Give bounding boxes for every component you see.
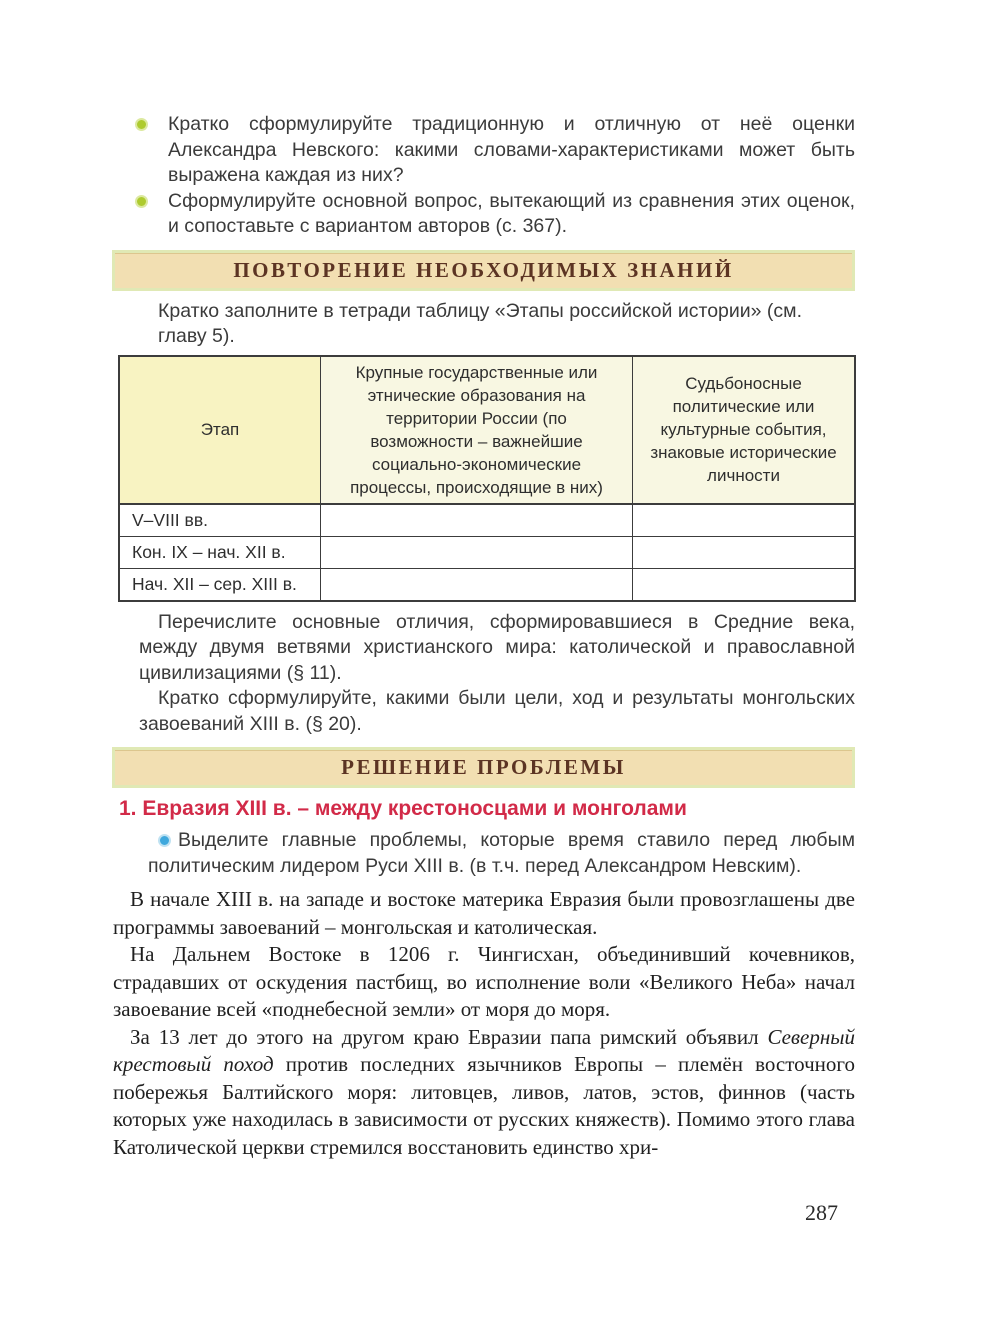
section-bar-repetition bbox=[112, 250, 855, 291]
section-title: ПОВТОРЕНИЕ НЕОБХОДИМЫХ ЗНАНИЙ bbox=[233, 257, 734, 282]
repetition-task-paragraphs bbox=[113, 610, 855, 738]
problem-heading: 1. Евразия XIII в. – между крестоносцами и монголами bbox=[119, 797, 687, 820]
task-item bbox=[113, 189, 855, 240]
blue-bullet-icon bbox=[158, 834, 171, 847]
top-task-list bbox=[113, 112, 855, 240]
task-text: Выделите главные проблемы, которые время ставило перед любым политическим лидером Руси XIII в. (в т.ч. перед Александром Невским). bbox=[148, 829, 855, 877]
row-label: V–VIII вв. bbox=[119, 504, 321, 537]
main-body-text bbox=[113, 886, 855, 1161]
task-text: Кратко сформулируйте традиционную и отличную от неё оценки Александра Невского: какими словами-характеристиками может быть выражена каждая из них? bbox=[168, 113, 855, 186]
table-header-formations: Крупные государственные или этнические образования на территории России (по возможности – важнейшие социально-экономические процессы, происходящие в них) bbox=[321, 356, 633, 504]
table-empty-cell bbox=[321, 536, 633, 568]
page-number: 287 bbox=[805, 1200, 838, 1225]
table-row bbox=[119, 568, 855, 601]
row-label: Нач. XII – сер. XIII в. bbox=[119, 568, 321, 601]
table-header-row bbox=[119, 356, 855, 504]
table-empty-cell bbox=[633, 536, 856, 568]
table-header-events: Судьбоносные политические или культурные события, знаковые исторические личности bbox=[633, 356, 856, 504]
table-head bbox=[119, 356, 855, 504]
table-intro-text: Кратко заполните в тетради таблицу «Этапы российской истории» (см. главу 5). bbox=[158, 299, 802, 347]
table-row bbox=[119, 536, 855, 568]
task-item bbox=[113, 112, 855, 189]
section-title: РЕШЕНИЕ ПРОБЛЕМЫ bbox=[341, 755, 626, 779]
table-empty-cell bbox=[321, 504, 633, 537]
solution-task-item bbox=[148, 828, 855, 879]
body-text-run: За 13 лет до этого на другом краю Евразии папа римский объявил bbox=[130, 1024, 768, 1049]
body-paragraph bbox=[113, 1024, 855, 1162]
table-body bbox=[119, 504, 855, 601]
body-text-run: против последних язычников Европы – племён восточного побережья Балтийского моря: литовцев, ливов, латов, эстов, финнов (часть которых уже находилась в зависимости от русских княжеств). Помимо этого глава Католической церкви стремился восстановить единство хри- bbox=[113, 1052, 855, 1159]
task-text: Сформулируйте основной вопрос, вытекающий из сравнения этих оценок, и сопоставьте с вариантом авторов (с. 367). bbox=[168, 189, 855, 237]
task-paragraph: Перечислите основные отличия, сформировавшиеся в Средние века, между двумя ветвями христианского мира: католической и православной цивилизациями (§ 11). bbox=[139, 610, 855, 684]
green-bullet-icon bbox=[135, 195, 148, 208]
table-empty-cell bbox=[633, 504, 856, 537]
page-content bbox=[113, 0, 855, 1161]
history-stages-table bbox=[118, 355, 856, 602]
table-row bbox=[119, 504, 855, 537]
table-header-stage: Этап bbox=[119, 356, 321, 504]
table-empty-cell bbox=[633, 568, 856, 601]
body-paragraph: В начале XIII в. на западе и востоке материка Евразия были провозглашены две программы завоеваний – монгольская и католическая. bbox=[113, 887, 855, 939]
body-paragraph: На Дальнем Востоке в 1206 г. Чингисхан, объединивший кочевников, страдавших от оскудения пастбищ, во исполнение воли «Великого Неба» начал завоевание всей «поднебесной земли» от моря до моря. bbox=[113, 942, 855, 1021]
section-bar-solution bbox=[112, 747, 855, 788]
table-empty-cell bbox=[321, 568, 633, 601]
italic-term: Северный крестовый поход bbox=[113, 1024, 855, 1076]
green-bullet-icon bbox=[135, 118, 148, 131]
row-label: Кон. IX – нач. XII в. bbox=[119, 536, 321, 568]
task-paragraph: Кратко сформулируйте, какими были цели, ход и результаты монгольских завоеваний XIII в. (§ 20). bbox=[139, 687, 855, 735]
